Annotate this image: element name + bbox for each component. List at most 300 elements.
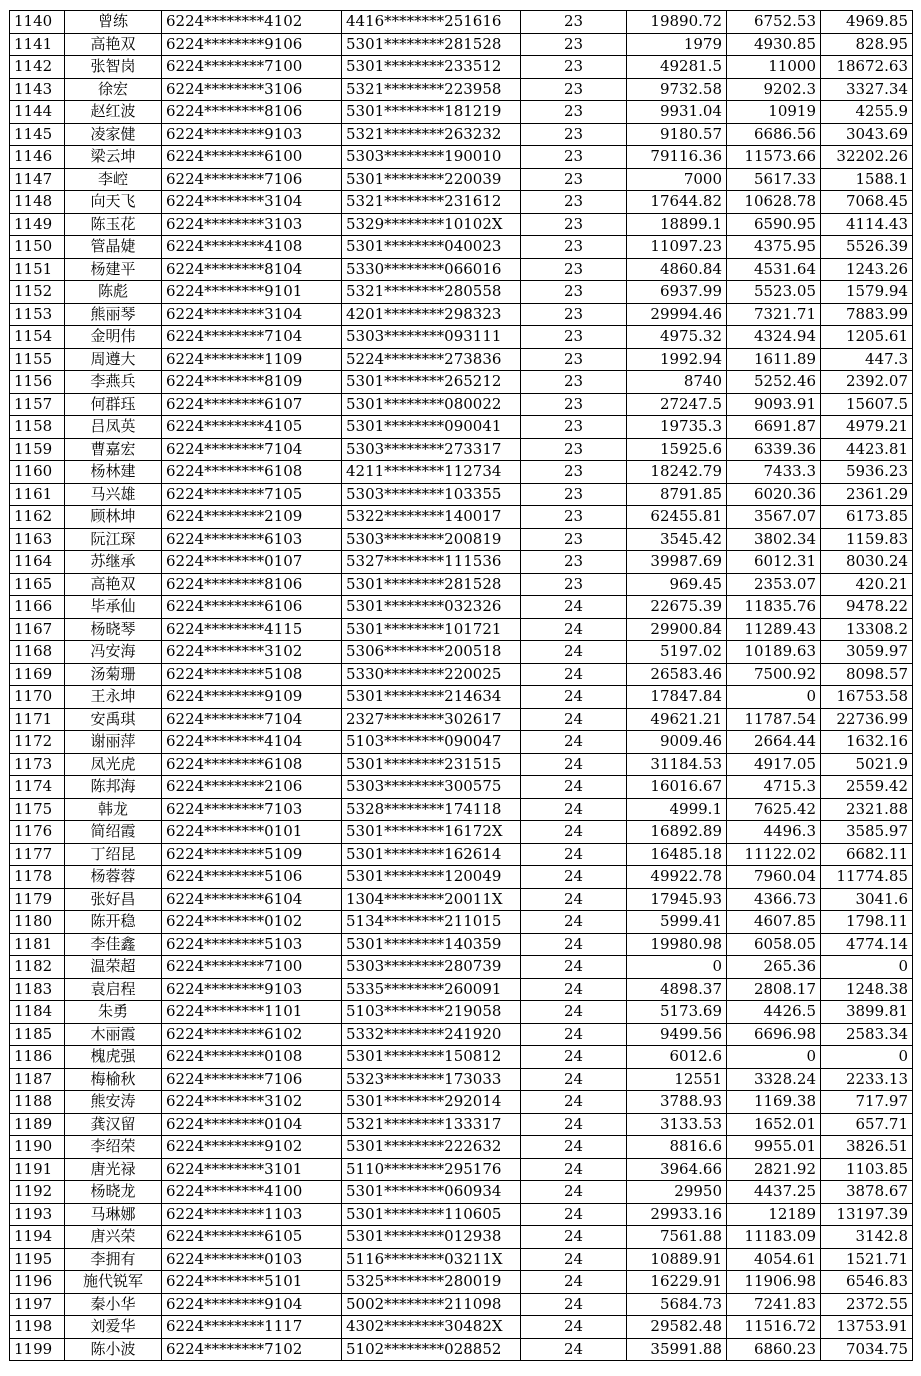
name-cell: 陈小波 [65, 1338, 162, 1361]
table-row [10, 1023, 913, 1046]
amount-cell-1: 1992.94 [627, 348, 727, 371]
name-cell: 陈玉花 [65, 213, 162, 236]
bank-card-cell: 6224********7106 [162, 168, 342, 191]
amount-cell-1: 15925.6 [627, 438, 727, 461]
table-row [10, 281, 913, 304]
row-number-cell: 1151 [10, 258, 65, 281]
table-row [10, 708, 913, 731]
amount-cell-2: 9955.01 [727, 1136, 821, 1159]
name-cell: 陈彪 [65, 281, 162, 304]
age-cell: 23 [521, 123, 627, 146]
id-number-cell: 5301********214634 [342, 686, 521, 709]
amount-cell-1: 26583.46 [627, 663, 727, 686]
age-cell: 24 [521, 1271, 627, 1294]
age-cell: 24 [521, 731, 627, 754]
amount-cell-1: 4975.32 [627, 326, 727, 349]
id-number-cell: 5301********090041 [342, 416, 521, 439]
row-number-cell: 1141 [10, 33, 65, 56]
age-cell: 24 [521, 1226, 627, 1249]
amount-cell-1: 17945.93 [627, 888, 727, 911]
table-row [10, 1226, 913, 1249]
amount-cell-2: 2664.44 [727, 731, 821, 754]
row-number-cell: 1146 [10, 146, 65, 169]
amount-cell-1: 11097.23 [627, 236, 727, 259]
bank-card-cell: 6224********0102 [162, 911, 342, 934]
name-cell: 高艳双 [65, 573, 162, 596]
age-cell: 23 [521, 393, 627, 416]
age-cell: 23 [521, 416, 627, 439]
table-row [10, 348, 913, 371]
row-number-cell: 1186 [10, 1046, 65, 1069]
row-number-cell: 1176 [10, 821, 65, 844]
bank-card-cell: 6224********3102 [162, 1091, 342, 1114]
amount-cell-1: 19735.3 [627, 416, 727, 439]
id-number-cell: 5303********273317 [342, 438, 521, 461]
id-number-cell: 5301********220039 [342, 168, 521, 191]
bank-card-cell: 6224********7103 [162, 798, 342, 821]
amount-cell-1: 27247.5 [627, 393, 727, 416]
name-cell: 曹嘉宏 [65, 438, 162, 461]
amount-cell-2: 7960.04 [727, 866, 821, 889]
amount-cell-3: 8030.24 [821, 551, 913, 574]
name-cell: 向天飞 [65, 191, 162, 214]
row-number-cell: 1179 [10, 888, 65, 911]
name-cell: 刘爱华 [65, 1316, 162, 1339]
amount-cell-2: 6686.56 [727, 123, 821, 146]
amount-cell-2: 7500.92 [727, 663, 821, 686]
amount-cell-1: 4898.37 [627, 978, 727, 1001]
row-number-cell: 1184 [10, 1001, 65, 1024]
age-cell: 24 [521, 618, 627, 641]
table-row [10, 686, 913, 709]
age-cell: 23 [521, 258, 627, 281]
amount-cell-2: 11122.02 [727, 843, 821, 866]
amount-cell-2: 4366.73 [727, 888, 821, 911]
table-row [10, 573, 913, 596]
age-cell: 24 [521, 1113, 627, 1136]
bank-card-cell: 6224********4108 [162, 236, 342, 259]
age-cell: 24 [521, 1316, 627, 1339]
bank-card-cell: 6224********4102 [162, 11, 342, 34]
table-row [10, 1203, 913, 1226]
name-cell: 秦小华 [65, 1293, 162, 1316]
age-cell: 24 [521, 866, 627, 889]
id-number-cell: 5303********300575 [342, 776, 521, 799]
amount-cell-1: 9009.46 [627, 731, 727, 754]
amount-cell-1: 17847.84 [627, 686, 727, 709]
id-number-cell: 5134********211015 [342, 911, 521, 934]
name-cell: 丁绍昆 [65, 843, 162, 866]
bank-card-cell: 6224********2109 [162, 506, 342, 529]
table-row [10, 618, 913, 641]
name-cell: 金明伟 [65, 326, 162, 349]
amount-cell-3: 5021.9 [821, 753, 913, 776]
bank-card-cell: 6224********8109 [162, 371, 342, 394]
row-number-cell: 1192 [10, 1181, 65, 1204]
amount-cell-1: 5197.02 [627, 641, 727, 664]
bank-card-cell: 6224********3106 [162, 78, 342, 101]
bank-card-cell: 6224********4105 [162, 416, 342, 439]
amount-cell-3: 4255.9 [821, 101, 913, 124]
name-cell: 李崆 [65, 168, 162, 191]
amount-cell-2: 4375.95 [727, 236, 821, 259]
amount-cell-2: 7321.71 [727, 303, 821, 326]
bank-card-cell: 6224********6108 [162, 461, 342, 484]
name-cell: 毕承仙 [65, 596, 162, 619]
amount-cell-1: 9732.58 [627, 78, 727, 101]
row-number-cell: 1185 [10, 1023, 65, 1046]
amount-cell-3: 1248.38 [821, 978, 913, 1001]
bank-card-cell: 6224********0108 [162, 1046, 342, 1069]
id-number-cell: 5301********181219 [342, 101, 521, 124]
table-row [10, 101, 913, 124]
table-row [10, 596, 913, 619]
table-row [10, 326, 913, 349]
row-number-cell: 1199 [10, 1338, 65, 1361]
name-cell: 梁云坤 [65, 146, 162, 169]
table-row [10, 146, 913, 169]
id-number-cell: 5322********140017 [342, 506, 521, 529]
bank-card-cell: 6224********7102 [162, 1338, 342, 1361]
name-cell: 高艳双 [65, 33, 162, 56]
id-number-cell: 5330********220025 [342, 663, 521, 686]
bank-card-cell: 6224********9102 [162, 1136, 342, 1159]
id-number-cell: 5301********150812 [342, 1046, 521, 1069]
amount-cell-3: 3059.97 [821, 641, 913, 664]
id-number-cell: 5301********292014 [342, 1091, 521, 1114]
row-number-cell: 1157 [10, 393, 65, 416]
age-cell: 24 [521, 776, 627, 799]
name-cell: 熊丽琴 [65, 303, 162, 326]
amount-cell-2: 9202.3 [727, 78, 821, 101]
bank-card-cell: 6224********5109 [162, 843, 342, 866]
id-number-cell: 5303********200819 [342, 528, 521, 551]
id-number-cell: 5110********295176 [342, 1158, 521, 1181]
row-number-cell: 1171 [10, 708, 65, 731]
amount-cell-2: 6012.31 [727, 551, 821, 574]
table-row [10, 416, 913, 439]
amount-cell-1: 79116.36 [627, 146, 727, 169]
amount-cell-1: 4860.84 [627, 258, 727, 281]
amount-cell-1: 969.45 [627, 573, 727, 596]
row-number-cell: 1198 [10, 1316, 65, 1339]
name-cell: 熊安涛 [65, 1091, 162, 1114]
table-row [10, 461, 913, 484]
bank-card-cell: 6224********5106 [162, 866, 342, 889]
age-cell: 24 [521, 1136, 627, 1159]
age-cell: 23 [521, 461, 627, 484]
name-cell: 杨晓龙 [65, 1181, 162, 1204]
amount-cell-2: 9093.91 [727, 393, 821, 416]
id-number-cell: 5321********263232 [342, 123, 521, 146]
amount-cell-3: 0 [821, 956, 913, 979]
name-cell: 苏继承 [65, 551, 162, 574]
amount-cell-1: 5999.41 [627, 911, 727, 934]
name-cell: 赵红波 [65, 101, 162, 124]
age-cell: 24 [521, 1293, 627, 1316]
bank-card-cell: 6224********5108 [162, 663, 342, 686]
amount-cell-1: 49922.78 [627, 866, 727, 889]
amount-cell-3: 2392.07 [821, 371, 913, 394]
name-cell: 朱勇 [65, 1001, 162, 1024]
amount-cell-3: 13308.2 [821, 618, 913, 641]
bank-card-cell: 6224********5101 [162, 1271, 342, 1294]
bank-card-cell: 6224********6108 [162, 753, 342, 776]
age-cell: 24 [521, 663, 627, 686]
table-row [10, 866, 913, 889]
amount-cell-3: 13753.91 [821, 1316, 913, 1339]
name-cell: 马琳娜 [65, 1203, 162, 1226]
amount-cell-1: 29582.48 [627, 1316, 727, 1339]
amount-cell-1: 3788.93 [627, 1091, 727, 1114]
id-number-cell: 5306********200518 [342, 641, 521, 664]
amount-cell-3: 7068.45 [821, 191, 913, 214]
row-number-cell: 1169 [10, 663, 65, 686]
bank-card-cell: 6224********4104 [162, 731, 342, 754]
age-cell: 24 [521, 1248, 627, 1271]
id-number-cell: 5301********080022 [342, 393, 521, 416]
table-row [10, 78, 913, 101]
name-cell: 凌家健 [65, 123, 162, 146]
row-number-cell: 1152 [10, 281, 65, 304]
table-row [10, 1293, 913, 1316]
bank-card-cell: 6224********1101 [162, 1001, 342, 1024]
table-row [10, 1046, 913, 1069]
id-number-cell: 5103********090047 [342, 731, 521, 754]
amount-cell-2: 12189 [727, 1203, 821, 1226]
table-row [10, 56, 913, 79]
row-number-cell: 1164 [10, 551, 65, 574]
name-cell: 唐兴荣 [65, 1226, 162, 1249]
amount-cell-3: 5936.23 [821, 461, 913, 484]
amount-cell-3: 2233.13 [821, 1068, 913, 1091]
table-row [10, 753, 913, 776]
row-number-cell: 1189 [10, 1113, 65, 1136]
row-number-cell: 1153 [10, 303, 65, 326]
name-cell: 李佳鑫 [65, 933, 162, 956]
name-cell: 杨蓉蓉 [65, 866, 162, 889]
row-number-cell: 1167 [10, 618, 65, 641]
table-row [10, 1158, 913, 1181]
table-row [10, 33, 913, 56]
amount-cell-1: 8791.85 [627, 483, 727, 506]
bank-card-cell: 6224********7100 [162, 56, 342, 79]
row-number-cell: 1144 [10, 101, 65, 124]
age-cell: 24 [521, 753, 627, 776]
id-number-cell: 5301********281528 [342, 33, 521, 56]
age-cell: 24 [521, 1203, 627, 1226]
name-cell: 冯安海 [65, 641, 162, 664]
table-row [10, 821, 913, 844]
name-cell: 凤光虎 [65, 753, 162, 776]
bank-card-cell: 6224********3104 [162, 303, 342, 326]
amount-cell-2: 6691.87 [727, 416, 821, 439]
bank-card-cell: 6224********9109 [162, 686, 342, 709]
age-cell: 24 [521, 596, 627, 619]
bank-card-cell: 6224********3101 [162, 1158, 342, 1181]
row-number-cell: 1194 [10, 1226, 65, 1249]
amount-cell-2: 11289.43 [727, 618, 821, 641]
age-cell: 24 [521, 1068, 627, 1091]
table-row [10, 1338, 913, 1361]
bank-card-cell: 6224********5103 [162, 933, 342, 956]
id-number-cell: 5325********280019 [342, 1271, 521, 1294]
age-cell: 24 [521, 911, 627, 934]
id-number-cell: 5224********273836 [342, 348, 521, 371]
id-number-cell: 5327********111536 [342, 551, 521, 574]
bank-card-cell: 6224********3102 [162, 641, 342, 664]
table-row [10, 551, 913, 574]
amount-cell-3: 3826.51 [821, 1136, 913, 1159]
bank-card-cell: 6224********0101 [162, 821, 342, 844]
amount-cell-3: 1588.1 [821, 168, 913, 191]
id-number-cell: 5303********280739 [342, 956, 521, 979]
age-cell: 24 [521, 1001, 627, 1024]
table-row [10, 236, 913, 259]
row-number-cell: 1178 [10, 866, 65, 889]
row-number-cell: 1188 [10, 1091, 65, 1114]
table-row [10, 191, 913, 214]
amount-cell-3: 717.97 [821, 1091, 913, 1114]
name-cell: 周遵大 [65, 348, 162, 371]
amount-cell-3: 3043.69 [821, 123, 913, 146]
amount-cell-3: 11774.85 [821, 866, 913, 889]
table-row [10, 663, 913, 686]
bank-card-cell: 6224********0104 [162, 1113, 342, 1136]
name-cell: 龚汉留 [65, 1113, 162, 1136]
bank-card-cell: 6224********7104 [162, 438, 342, 461]
row-number-cell: 1187 [10, 1068, 65, 1091]
age-cell: 23 [521, 33, 627, 56]
table-row [10, 1113, 913, 1136]
age-cell: 23 [521, 326, 627, 349]
amount-cell-3: 2321.88 [821, 798, 913, 821]
row-number-cell: 1175 [10, 798, 65, 821]
amount-cell-3: 1103.85 [821, 1158, 913, 1181]
amount-cell-2: 7241.83 [727, 1293, 821, 1316]
age-cell: 24 [521, 821, 627, 844]
bank-card-cell: 6224********1109 [162, 348, 342, 371]
amount-cell-3: 15607.5 [821, 393, 913, 416]
amount-cell-3: 3585.97 [821, 821, 913, 844]
age-cell: 23 [521, 303, 627, 326]
bank-card-cell: 6224********4100 [162, 1181, 342, 1204]
amount-cell-2: 6058.05 [727, 933, 821, 956]
id-number-cell: 5301********012938 [342, 1226, 521, 1249]
name-cell: 木丽霞 [65, 1023, 162, 1046]
row-number-cell: 1163 [10, 528, 65, 551]
table-row [10, 1181, 913, 1204]
amount-cell-2: 3328.24 [727, 1068, 821, 1091]
amount-cell-1: 35991.88 [627, 1338, 727, 1361]
table-row [10, 1001, 913, 1024]
bank-card-cell: 6224********6103 [162, 528, 342, 551]
name-cell: 梅榆秋 [65, 1068, 162, 1091]
table-row [10, 258, 913, 281]
amount-cell-1: 0 [627, 956, 727, 979]
row-number-cell: 1173 [10, 753, 65, 776]
table-row [10, 213, 913, 236]
amount-cell-1: 16485.18 [627, 843, 727, 866]
row-number-cell: 1197 [10, 1293, 65, 1316]
amount-cell-2: 4715.3 [727, 776, 821, 799]
bank-card-cell: 6224********8106 [162, 573, 342, 596]
amount-cell-2: 1652.01 [727, 1113, 821, 1136]
name-cell: 安禹琪 [65, 708, 162, 731]
table-row [10, 1248, 913, 1271]
id-number-cell: 5303********103355 [342, 483, 521, 506]
name-cell: 管晶婕 [65, 236, 162, 259]
name-cell: 简绍霞 [65, 821, 162, 844]
row-number-cell: 1161 [10, 483, 65, 506]
amount-cell-2: 10628.78 [727, 191, 821, 214]
amount-cell-1: 29900.84 [627, 618, 727, 641]
table-row [10, 1271, 913, 1294]
table-row [10, 776, 913, 799]
name-cell: 杨林建 [65, 461, 162, 484]
amount-cell-3: 6682.11 [821, 843, 913, 866]
amount-cell-1: 16229.91 [627, 1271, 727, 1294]
amount-cell-1: 29950 [627, 1181, 727, 1204]
table-row [10, 168, 913, 191]
amount-cell-2: 10919 [727, 101, 821, 124]
age-cell: 23 [521, 146, 627, 169]
amount-cell-2: 6860.23 [727, 1338, 821, 1361]
age-cell: 23 [521, 551, 627, 574]
table-row [10, 798, 913, 821]
amount-cell-2: 5617.33 [727, 168, 821, 191]
id-number-cell: 2327********302617 [342, 708, 521, 731]
amount-cell-1: 3964.66 [627, 1158, 727, 1181]
id-number-cell: 4201********298323 [342, 303, 521, 326]
age-cell: 23 [521, 11, 627, 34]
amount-cell-1: 19980.98 [627, 933, 727, 956]
age-cell: 23 [521, 281, 627, 304]
bank-card-cell: 6224********6105 [162, 1226, 342, 1249]
age-cell: 23 [521, 56, 627, 79]
amount-cell-2: 6590.95 [727, 213, 821, 236]
amount-cell-1: 18242.79 [627, 461, 727, 484]
amount-cell-1: 49621.21 [627, 708, 727, 731]
amount-cell-2: 11516.72 [727, 1316, 821, 1339]
amount-cell-1: 12551 [627, 1068, 727, 1091]
row-number-cell: 1172 [10, 731, 65, 754]
amount-cell-2: 6696.98 [727, 1023, 821, 1046]
amount-cell-1: 8816.6 [627, 1136, 727, 1159]
amount-cell-2: 2808.17 [727, 978, 821, 1001]
amount-cell-3: 3041.6 [821, 888, 913, 911]
id-number-cell: 5301********120049 [342, 866, 521, 889]
name-cell: 杨建平 [65, 258, 162, 281]
table-row [10, 11, 913, 34]
amount-cell-1: 31184.53 [627, 753, 727, 776]
amount-cell-2: 0 [727, 1046, 821, 1069]
name-cell: 马兴雄 [65, 483, 162, 506]
amount-cell-3: 4114.43 [821, 213, 913, 236]
id-number-cell: 5103********219058 [342, 1001, 521, 1024]
name-cell: 徐宏 [65, 78, 162, 101]
row-number-cell: 1142 [10, 56, 65, 79]
amount-cell-2: 4607.85 [727, 911, 821, 934]
id-number-cell: 5335********260091 [342, 978, 521, 1001]
age-cell: 24 [521, 1158, 627, 1181]
id-number-cell: 4211********112734 [342, 461, 521, 484]
bank-card-cell: 6224********7105 [162, 483, 342, 506]
age-cell: 24 [521, 1091, 627, 1114]
age-cell: 23 [521, 348, 627, 371]
amount-cell-3: 1798.11 [821, 911, 913, 934]
table-row [10, 1091, 913, 1114]
